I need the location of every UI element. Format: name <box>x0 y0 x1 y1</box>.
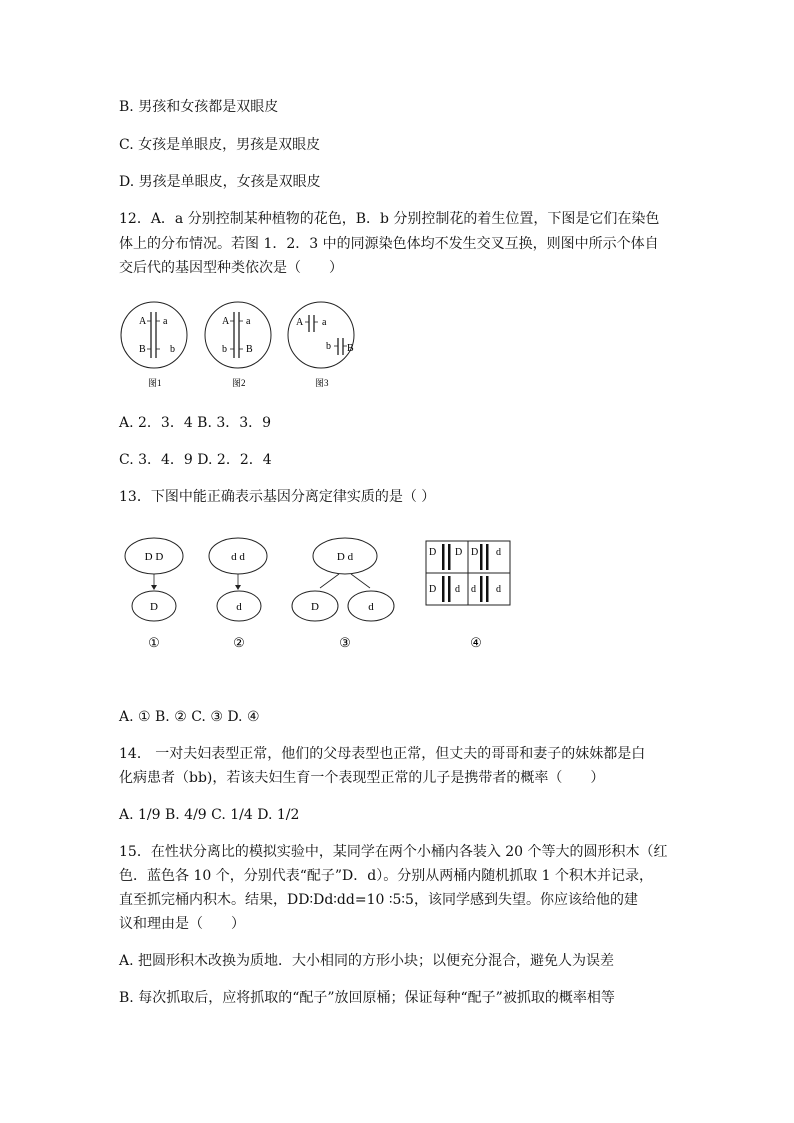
q12-stem-line-2: 体上的分布情况。若图 1．2．3 中的同源染色体均不发生交叉互换，则图中所示个体自 <box>119 236 659 252</box>
q12-figure-3-caption: 图3 <box>315 378 329 388</box>
q11-option-d: D. 男孩是单眼皮，女孩是双眼皮 <box>119 174 321 190</box>
q12-f2-gene-A: A <box>222 316 230 327</box>
q12-figure-1-caption: 图1 <box>148 378 162 388</box>
q12-f1-gene-B: B <box>139 344 146 355</box>
q12-f3-gene-a: a <box>322 317 327 328</box>
q12-f1-gene-a: a <box>163 316 168 327</box>
q14-options: A. 1/9 B. 4/9 C. 1/4 D. 1/2 <box>119 807 300 823</box>
q12-figure-2-caption: 图2 <box>232 378 246 388</box>
q12-figure-3 <box>288 302 354 388</box>
q13-d4-tr-2: d <box>496 547 501 558</box>
q11-option-c: C. 女孩是单眼皮，男孩是双眼皮 <box>119 137 321 153</box>
q13-d1-parent: D D <box>144 551 164 563</box>
q12-figure-2 <box>205 302 271 388</box>
q13-d4-br-2: d <box>496 584 501 595</box>
q12-f1-gene-A: A <box>139 316 147 327</box>
q12-f2-gene-B: B <box>246 344 253 355</box>
q13-d3-label: ③ <box>339 635 351 650</box>
q12-stem-line-1: 12．A．a 分别控制某种植物的花色，B．b 分别控制花的着生位置，下图是它们在染色 <box>119 211 660 227</box>
q14-stem-line-1: 14． 一对夫妇表型正常，他们的父母表型也正常，但丈夫的哥哥和妻子的妹妹都是白 <box>119 746 646 762</box>
q13-diagram-4 <box>426 541 510 650</box>
q13-options: A. ① B. ② C. ③ D. ④ <box>119 709 260 725</box>
q12-f2-gene-b: b <box>222 344 227 355</box>
q13-d4-bl-1: D <box>429 584 437 595</box>
q12-figure-1 <box>121 302 187 388</box>
q13-d4-label: ④ <box>470 635 482 650</box>
q13-diagrams <box>115 530 525 660</box>
q11-option-b: B. 男孩和女孩都是双眼皮 <box>119 99 279 115</box>
q12-options-cd: C. 3．4．9 D. 2．2．4 <box>119 452 272 468</box>
q12-f1-gene-b: b <box>170 344 175 355</box>
q13-d1-gamete: D <box>150 601 158 613</box>
q13-d4-bl-2: d <box>455 584 460 595</box>
q12-options-ab: A. 2．3．4 B. 3．3．9 <box>119 415 272 431</box>
q15-stem-line-1: 15．在性状分离比的模拟实验中，某同学在两个小桶内各装入 20 个等大的圆形积木（红 <box>119 844 668 860</box>
q13-d2-label: ② <box>233 635 245 650</box>
q12-f3-gene-b: b <box>326 341 331 352</box>
q15-option-a: A. 把圆形积木改换为质地．大小相同的方形小块；以便充分混合，避免人为误差 <box>119 953 615 969</box>
q12-f3-gene-A: A <box>296 317 304 328</box>
q13-stem: 13．下图中能正确表示基因分离定律实质的是（ ） <box>119 489 436 505</box>
q15-stem-line-4: 议和理由是（ ） <box>119 916 245 932</box>
q12-chromosome-figures <box>115 298 375 398</box>
q15-stem-line-2: 色．蓝色各 10 个，分别代表“配子”D．d）。分别从两桶内随机抓取 1 个积木并记录， <box>119 868 654 884</box>
q13-diagram-1 <box>125 538 183 650</box>
q13-d4-tl-1: D <box>429 547 437 558</box>
q13-d3-gamete-d: d <box>368 601 374 613</box>
q13-diagram-3 <box>292 538 394 650</box>
q13-d3-parent: D d <box>336 551 354 563</box>
q12-f2-gene-a: a <box>246 316 251 327</box>
q14-stem-line-2: 化病患者（bb)，若该夫妇生育一个表现型正常的儿子是携带者的概率（ ） <box>119 770 605 786</box>
q13-d2-parent: d d <box>231 551 245 563</box>
q13-d3-gamete-D: D <box>311 601 319 613</box>
q15-option-b: B. 每次抓取后，应将抓取的“配子”放回原桶；保证每种“配子”被抓取的概率相等 <box>119 990 615 1006</box>
q13-d2-gamete: d <box>236 601 242 613</box>
q13-d4-tr-1: D <box>471 547 479 558</box>
q12-f3-gene-B: B <box>347 343 354 354</box>
q13-d1-label: ① <box>148 635 160 650</box>
q13-d4-tl-2: D <box>455 547 463 558</box>
q15-stem-line-3: 直至抓完桶内积木。结果，DD∶Dd∶dd=10 ∶5∶5，该同学感到失望。你应该给他的建 <box>119 892 638 908</box>
q12-stem-line-3: 交后代的基因型种类依次是（ ） <box>119 260 343 276</box>
q13-d4-br-1: d <box>471 584 476 595</box>
q13-diagram-2 <box>209 538 267 650</box>
